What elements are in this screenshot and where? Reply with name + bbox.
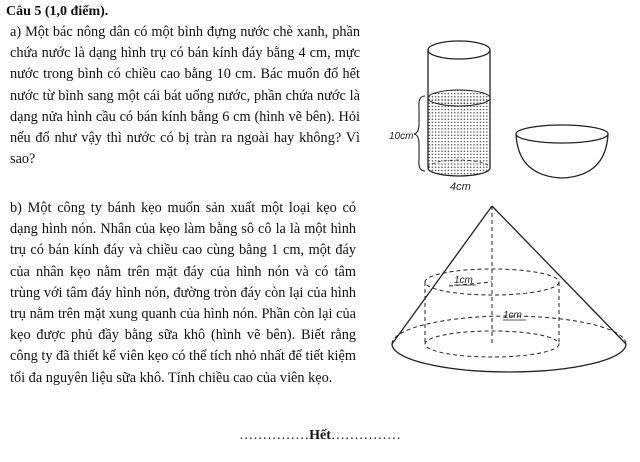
cylinder-height-label: 10cm bbox=[389, 131, 414, 142]
bowl-rim bbox=[516, 125, 608, 143]
water-surface bbox=[428, 90, 490, 106]
figure-cone-cylinder bbox=[388, 202, 632, 418]
end-dots-right: …………… bbox=[330, 428, 401, 443]
part-a-text: a) Một bác nông dân có một bình đựng nước chè xanh, phần chứa nước là dạng hình trụ có bán kính đáy bằng 4 cm, mực nước trong bình có chiều cao bằng 10 cm. Bác muốn đổ hết nước từ bình sang một cái bát uống nước, phần chứa nước là dạng nửa hình cầu có bán kính bằng 6 cm (hình vẽ bên). Hỏi nếu đổ như vậy thì nước có bị tràn ra ngoài hay không? Vì sao? bbox=[10, 24, 360, 168]
cylinder-radius-label: 4cm bbox=[450, 181, 471, 193]
height-brace bbox=[414, 96, 425, 171]
cylinder-top bbox=[428, 41, 490, 59]
water-fill bbox=[428, 98, 490, 176]
cone-left-side bbox=[392, 206, 492, 344]
cone-right-side bbox=[492, 206, 626, 344]
cylinder-height-label: 1cm bbox=[503, 310, 522, 321]
question-heading: Câu 5 (1,0 điểm). bbox=[6, 4, 109, 19]
end-marker bbox=[0, 428, 640, 444]
figure-cylinder-bowl bbox=[386, 28, 636, 203]
part-b-text: b) Một công ty bánh kẹo muốn sản xuất một loại kẹo có dạng hình nón. Nhân của kẹo làm bằng sô cô la là một hình trụ có bán kính đáy và chiều cao cùng bằng 1 cm, một đáy của nhân kẹo nằm trên mặt đáy của hình nón và có tâm trùng với tâm đáy hình nón, đường tròn đáy còn lại của hình trụ nằm trên mặt xung quanh của hình nón. Phần còn lại của kẹo được phủ đầy bằng sữa khô (hình vẽ bên). Biết rằng công ty đã thiết kế viên kẹo có thể tích nhỏ nhất để tiết kiệm tối đa nguyên liệu sữa khô. Tính chiều cao của viên kẹo. bbox=[10, 200, 356, 386]
cylinder-radius-label: 1cm bbox=[454, 275, 473, 286]
end-word: Hết bbox=[309, 428, 331, 443]
end-dots-left: …………… bbox=[239, 428, 310, 443]
cone-base-front bbox=[392, 344, 626, 372]
